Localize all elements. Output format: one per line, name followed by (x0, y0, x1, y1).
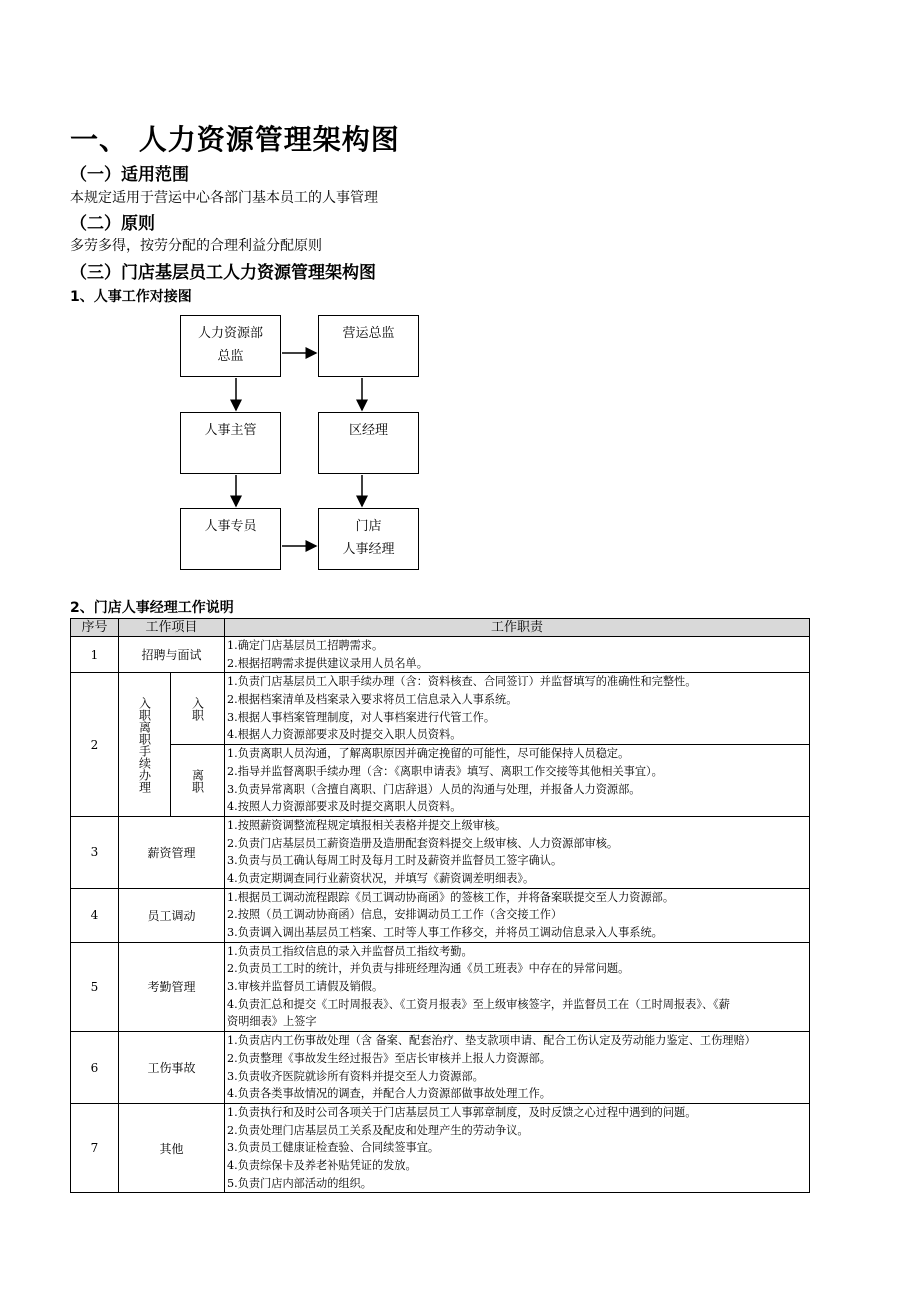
row-no: 5 (71, 942, 119, 1031)
header-item: 工作项目 (119, 619, 225, 637)
row-duties (225, 745, 810, 817)
table-row (71, 1032, 810, 1104)
row-duties (225, 673, 810, 745)
duty-line: 3.负责调入调出基层员工档案、工时等人事工作移交，并将员工调动信息录入人事系统。 (227, 926, 663, 939)
duty-line: 2.按照（员工调动协商函）信息，安排调动员工工作（含交接工作） (227, 908, 563, 922)
duty-line: 3.负责与员工确认每周工时及每月工时及薪资并监督员工签字确认。 (227, 854, 563, 868)
row-item: 其他 (119, 1103, 225, 1192)
duty-line: 2.负责员工工时的统计，并负责与排班经理沟通《员工班表》中存在的异常问题。 (227, 962, 630, 976)
box-label: 总监 (217, 349, 244, 364)
duty-line: 2.负责整理《事故发生经过报告》至店长审核并上报人力资源部。 (227, 1051, 551, 1065)
duty-line: 2.根据招聘需求提供建议录用人员名单。 (227, 656, 428, 670)
row-item (119, 673, 171, 817)
row-duties (225, 1103, 810, 1192)
section-heading-principle: （二）原则 (70, 214, 155, 234)
duty-line: 2.指导并监督离职手续办理（含：《离职申请表》填写、离职工作交接等其他相关事宜）。 (227, 764, 663, 778)
duty-line: 1.负责执行和及时公司各项关于门店基层员工人事郭章制度，及时反馈之心过程中遇到的问题。 (227, 1105, 697, 1119)
duty-line: 4.根据人力资源部要求及时提交入职人员资料。 (227, 728, 462, 742)
row-item: 薪资管理 (119, 816, 225, 888)
duty-line: 2.负责处理门店基层员工关系及配皮和处理产生的劳动争议。 (227, 1123, 529, 1137)
diagram-arrows (0, 0, 920, 620)
duty-line: 2.负责门店基层员工薪资造册及造册配套资料提交上级审核、人力资源部审核。 (227, 836, 619, 850)
row-item-vertical: 入职离职手续办理 (137, 696, 152, 793)
box-label: 人力资源部 (197, 326, 263, 341)
box-label: 人事专员 (204, 519, 257, 534)
table-row (71, 637, 810, 673)
table-row (71, 673, 810, 745)
page-title: 一、 人力资源管理架构图 (70, 123, 400, 156)
table-row (71, 888, 810, 942)
duty-line: 3.审核并监督员工请假及销假。 (227, 980, 384, 994)
row-no: 2 (71, 673, 119, 817)
duty-line: 4.按照人力资源部要求及时提交离职人员资料。 (227, 800, 462, 814)
row-no: 6 (71, 1032, 119, 1104)
duty-line: 1.负责门店基层员工入职手续办理（含：资料核查、合同签订）并监督填写的准确性和完整性。 (227, 675, 697, 689)
duty-line: 3.根据人事档案管理制度，对人事档案进行代管工作。 (227, 710, 496, 724)
subheading-diagram: 1、人事工作对接图 (70, 289, 192, 305)
row-item: 员工调动 (119, 888, 225, 942)
row-duties (225, 1032, 810, 1104)
header-no: 序号 (71, 619, 119, 637)
row-item: 工伤事故 (119, 1032, 225, 1104)
subheading-duties: 2、门店人事经理工作说明 (70, 600, 234, 616)
row-no: 3 (71, 816, 119, 888)
section-heading-scope: （一）适用范围 (70, 165, 189, 185)
row-duties (225, 637, 810, 673)
duty-line: 2.根据档案清单及档案录入要求将员工信息录入人事系统。 (227, 693, 518, 707)
duty-line: 4.负责各类事故情况的调查，并配合人力资源部做事故处理工作。 (227, 1087, 551, 1101)
duty-line: 1.负责员工指纹信息的录入并监督员工指纹考勤。 (227, 944, 473, 958)
row-no: 7 (71, 1103, 119, 1192)
row-subitem (171, 745, 225, 817)
duty-line: 1.负责离职人员沟通，了解离职原因并确定挽留的可能性，尽可能保持人员稳定。 (227, 747, 630, 761)
duty-line: 4.负责定期调查同行业薪资状况，并填写《薪资调差明细表》。 (227, 871, 535, 885)
row-duties (225, 888, 810, 942)
box-label: 人事主管 (204, 423, 257, 438)
box-label: 门店 (355, 519, 382, 534)
table-row (71, 745, 810, 817)
row-no: 1 (71, 637, 119, 673)
duty-line: 3.负责异常离职（含擅自离职、门店辞退）人员的沟通与处理，并报备人力资源部。 (227, 782, 641, 796)
row-no: 4 (71, 888, 119, 942)
duty-line: 4.负责汇总和提交《工时周报表》、《工资月报表》至上级审核签字，并监督员工在（工时周报表》、《薪 (227, 997, 730, 1011)
duty-line: 3.负责收齐医院就诊所有资料并提交至人力资源部。 (227, 1069, 484, 1083)
box-label: 人事经理 (342, 542, 395, 557)
section-text-principle: 多劳多得，按劳分配的合理利益分配原则 (70, 238, 322, 254)
row-item: 招聘与面试 (119, 637, 225, 673)
row-subitem (171, 673, 225, 745)
row-duties (225, 816, 810, 888)
duty-line: 3.负责员工健康证检查验、合同续签事宜。 (227, 1141, 440, 1155)
duty-line: 1.根据员工调动流程跟踪《员工调动协商函》的签核工作，并将备案联提交至人力资源部。 (227, 890, 675, 904)
table-row (71, 942, 810, 1031)
duty-line: 1.确定门店基层员工招聘需求。 (227, 639, 384, 652)
table-header-row (71, 619, 810, 637)
duty-line: 4.负责综保卡及养老补贴凭证的发放。 (227, 1158, 417, 1172)
table-row (71, 816, 810, 888)
duty-line: 1.负责店内工伤事故处理（含 备案、配套治疗、垫支款项申请、配合工伤认定及劳动能力鉴定、工伤理赔） (227, 1034, 756, 1048)
duty-line: 5.负责门店内部活动的组织。 (227, 1176, 372, 1190)
row-subitem-exit: 离职 (190, 768, 205, 793)
table-row (71, 1103, 810, 1192)
box-label: 营运总监 (342, 326, 395, 341)
row-item: 考勤管理 (119, 942, 225, 1031)
duty-line: 资明细表》上签字 (227, 1015, 317, 1029)
row-duties (225, 942, 810, 1031)
box-label: 区经理 (348, 423, 388, 438)
duty-line: 1.按照薪资调整流程规定填报相关表格并提交上级审核。 (227, 818, 507, 832)
duties-table (70, 618, 810, 1193)
section-heading-structure: （三）门店基层员工人力资源管理架构图 (70, 263, 376, 283)
section-text-scope: 本规定适用于营运中心各部门基本员工的人事管理 (70, 190, 378, 206)
header-duty: 工作职责 (225, 619, 810, 637)
row-subitem-entry: 入职 (190, 696, 205, 721)
